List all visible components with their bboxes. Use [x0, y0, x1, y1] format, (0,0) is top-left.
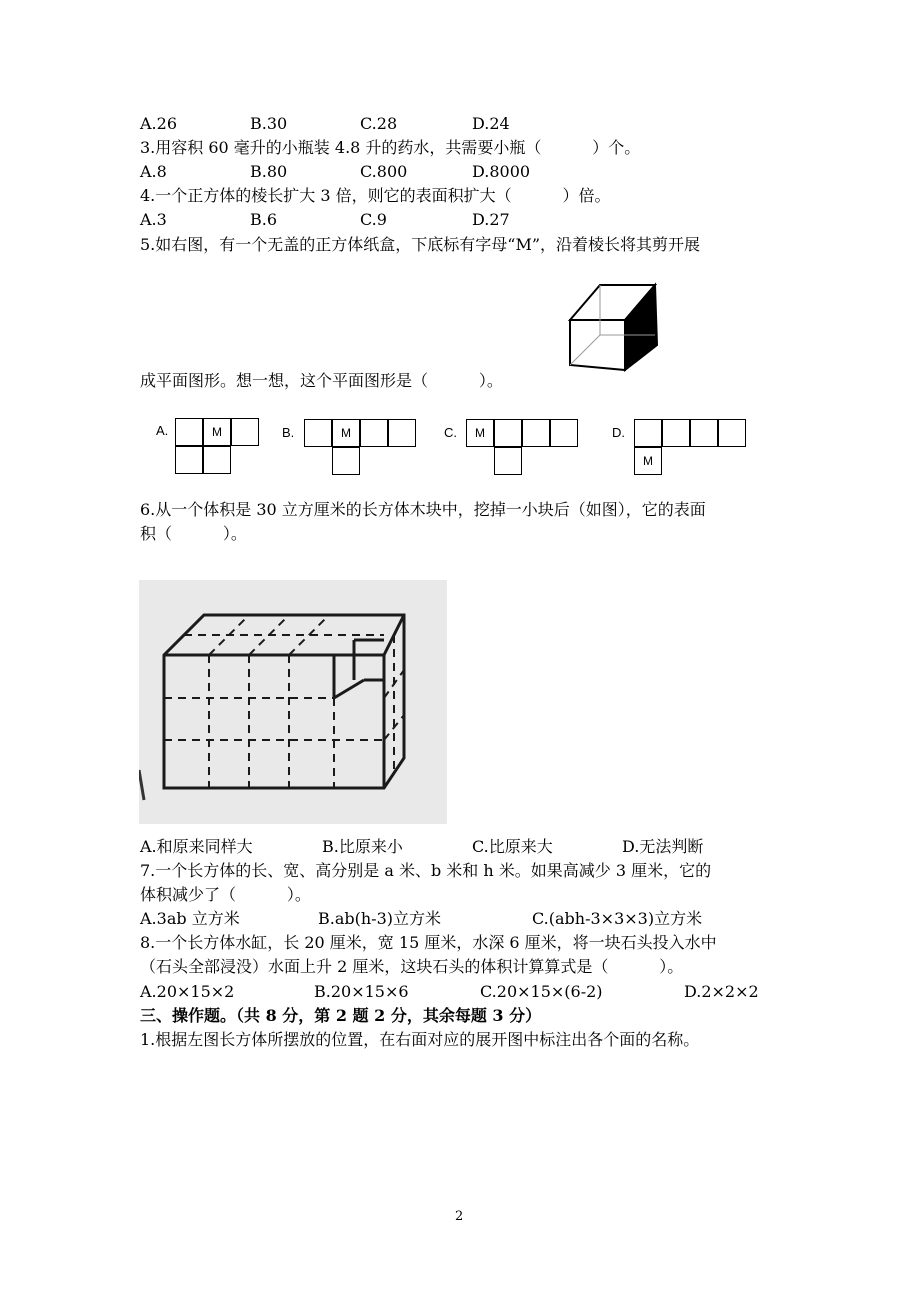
net-a-label: A.	[156, 423, 169, 438]
net-c-label: C.	[444, 425, 457, 440]
option-b: B.30	[250, 114, 288, 133]
page-number: 2	[455, 1209, 464, 1224]
cuboid-photo	[139, 580, 447, 824]
option-b: B.比原来小	[322, 837, 403, 856]
option-a: A.26	[140, 114, 177, 133]
option-c: C.800	[360, 162, 408, 181]
option-a: A.3	[140, 210, 167, 229]
question-6-text-line1: 6.从一个体积是 30 立方厘米的长方体木块中，挖掉一小块后（如图），它的表面	[140, 500, 706, 519]
option-b: B.6	[250, 210, 278, 229]
operation-question-1: 1.根据左图长方体所摆放的位置，在右面对应的展开图中标注出各个面的名称。	[140, 1030, 700, 1049]
option-c: C.9	[360, 210, 387, 229]
option-b: B.20×15×6	[314, 982, 409, 1001]
option-d: D.无法判断	[622, 837, 704, 856]
option-d: D.8000	[472, 162, 531, 181]
question-7-text-line1: 7.一个长方体的长、宽、高分别是 a 米、b 米和 h 米。如果高减少 3 厘米，它的	[140, 861, 712, 880]
question-6-text-line2: 积（ ）。	[140, 524, 247, 543]
question-4-text: 4.一个正方体的棱长扩大 3 倍，则它的表面积扩大（ ）倍。	[140, 186, 611, 205]
option-a: A.和原来同样大	[140, 837, 253, 856]
question-8-text-line1: 8.一个长方体水缸，长 20 厘米，宽 15 厘米，水深 6 厘米，将一块石头投入水中	[140, 933, 717, 952]
question-5-text-line2: 成平面图形。想一想，这个平面图形是（ ）。	[140, 371, 503, 390]
option-c: C.(abh-3×3×3)立方米	[532, 909, 703, 928]
option-b: B.ab(h-3)立方米	[318, 909, 442, 928]
option-c: C.28	[360, 114, 398, 133]
section-heading: 三、操作题。（共 8 分，第 2 题 2 分，其余每题 3 分）	[140, 1006, 542, 1025]
net-d-label: D.	[612, 425, 625, 440]
option-a: A.3ab 立方米	[140, 909, 240, 928]
option-d: D.27	[472, 210, 510, 229]
option-d: D.24	[472, 114, 510, 133]
option-c: C.20×15×(6-2)	[480, 982, 603, 1001]
option-d: D.2×2×2	[684, 982, 759, 1001]
option-a: A.8	[140, 162, 167, 181]
question-3-text: 3.用容积 60 毫升的小瓶装 4.8 升的药水，共需要小瓶（ ）个。	[140, 138, 641, 157]
question-5-text-line1: 5.如右图，有一个无盖的正方体纸盒，下底标有字母“M”，沿着棱长将其剪开展	[140, 235, 701, 254]
option-a: A.20×15×2	[140, 982, 235, 1001]
question-7-text-line2: 体积减少了（ ）。	[140, 885, 311, 904]
open-cube-figure	[565, 275, 665, 375]
net-b-label: B.	[282, 425, 295, 440]
question-8-text-line2: （石头全部浸没）水面上升 2 厘米，这块石头的体积计算算式是（ ）。	[140, 957, 684, 976]
option-b: B.80	[250, 162, 288, 181]
option-c: C.比原来大	[472, 837, 553, 856]
